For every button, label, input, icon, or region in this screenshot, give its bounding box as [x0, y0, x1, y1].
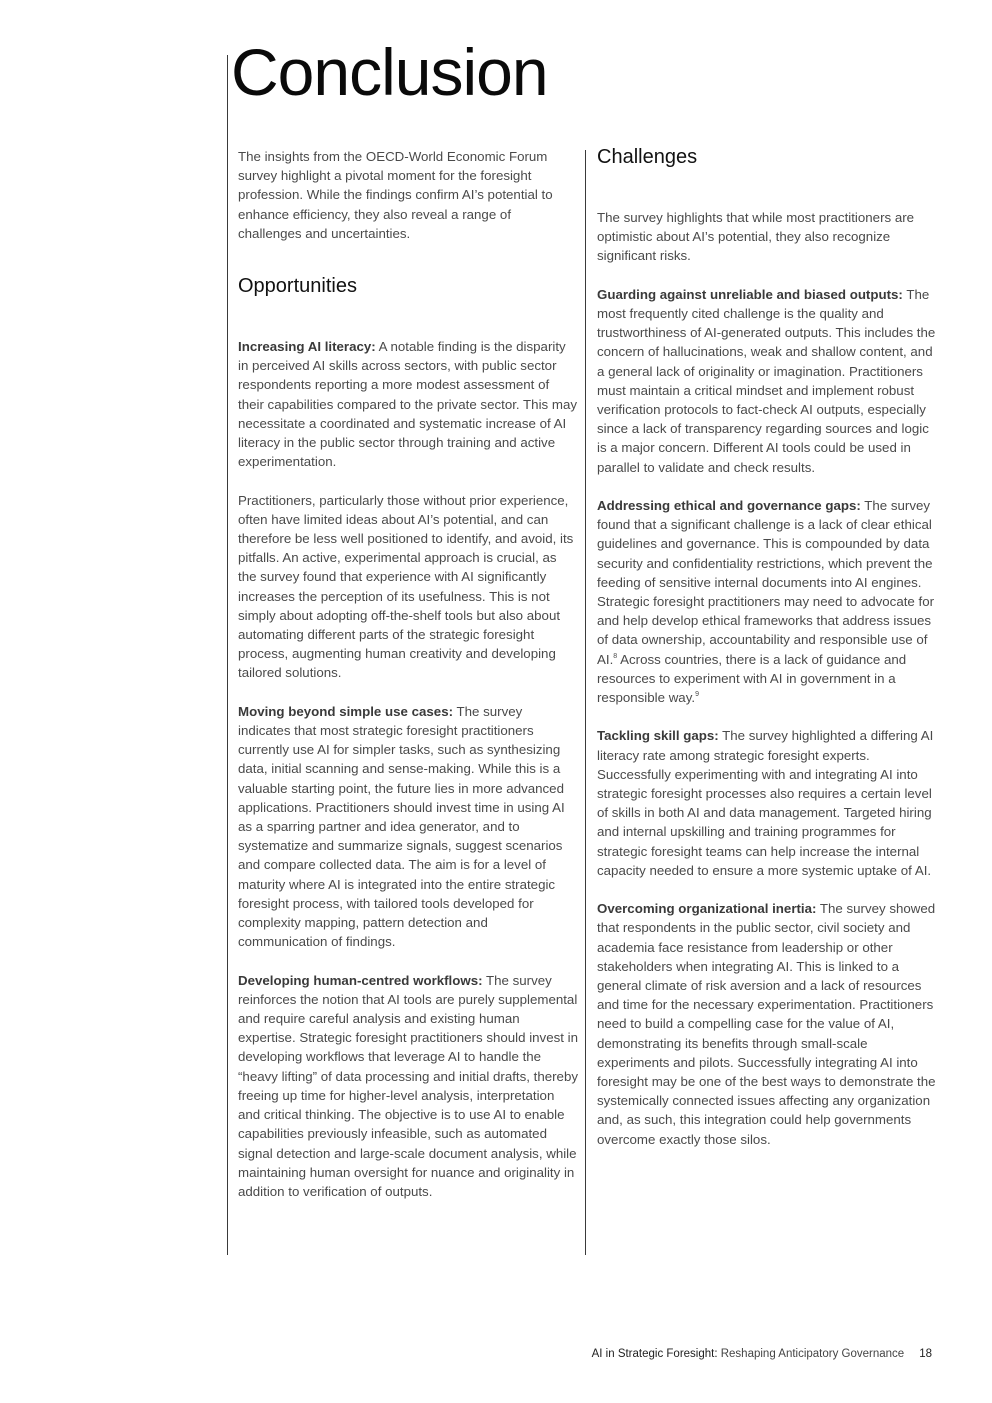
left-column	[238, 147, 578, 1220]
opportunity-paragraph	[238, 971, 578, 1201]
challenge-lead: Addressing ethical and governance gaps:	[597, 498, 861, 514]
opportunity-text: Practitioners, particularly those without prior experience, often have limited ideas about AI’s potential, and can therefore be less well positioned to identify, and avoid, its pitfalls. An active, experimental approach is crucial, as the survey found that experience with AI significantly increases the perception of its usefulness. This is not simply about adopting off-the-shelf tools but also about automating different parts of the strategic foresight process, augmenting human creativity and developing tailored solutions.	[238, 492, 574, 681]
challenge-lead: Tackling skill gaps:	[597, 728, 719, 744]
footnote-ref[interactable]: 8	[613, 652, 618, 660]
challenge-paragraph	[597, 726, 937, 880]
challenge-text: The most frequently cited challenge is the quality and trustworthiness of AI-generated outputs. This includes the concern of hallucinations, weak and shallow content, and a general lack of originality or imagination. Practitioners must maintain a critical mindset and implement robust verification protocols to fact-check AI outputs, especially since a lack of transparency regarding sources and logic is a major concern. Different AI tools could be used in parallel to validate and check results.	[597, 286, 936, 475]
opportunity-lead: Developing human-centred workflows:	[238, 972, 483, 988]
challenge-text: The survey showed that respondents in the public sector, civil society and academia face resistance from leadership or other stakeholders when integrating AI. This is linked to a general climate of risk aversion and a lack of resources and time for the necessary experimentation. Practitioners need to build a compelling case for the value of AI, demonstrating its benefits through small-scale experiments and pilots. Successfully integrating AI into foresight may be one of the best ways to demonstrate the systemically connected issues affecting any organization and, as such, this integration could help governments overcome exactly those silos.	[597, 901, 936, 1147]
column-divider-rule	[585, 150, 586, 1255]
opportunity-paragraph	[238, 702, 578, 952]
challenge-paragraph	[597, 899, 937, 1149]
opportunity-text: The survey indicates that most strategic foresight practitioners currently use AI for simpler tasks, such as synthesizing data, initial scanning and sense-making. While this is a valuable starting point, the future lies in more advanced applications. Practitioners should invest time in using AI as a sparring partner and idea generator, and to systematize and summarize signals, suggest scenarios and compare collected data. The aim is for a level of maturity where AI is integrated into the entire strategic foresight process, with tailored tools developed for complexity mapping, pattern detection and communication of findings.	[238, 703, 565, 950]
challenge-text: The survey highlighted a differing AI literacy rate among strategic foresight experts. Successfully experimenting with and integrating AI into strategic foresight processes also requires a certain level of skills in both AI and data management. Targeted hiring and internal upskilling and training programmes for strategic foresight teams can help increase the internal capacity needed to ensure a more systemic uptake of AI.	[597, 728, 934, 878]
footer-document-subtitle: Reshaping Anticipatory Governance	[717, 1348, 905, 1360]
page-title: Conclusion	[231, 35, 548, 109]
challenges-intro: The survey highlights that while most practitioners are optimistic about AI’s potential, they also recognize significant risks.	[597, 210, 915, 264]
opportunity-paragraph	[238, 337, 578, 471]
challenge-text: Across countries, there is a lack of guidance and resources to experiment with AI in government in a responsible way.	[597, 651, 907, 706]
page-footer	[592, 1346, 932, 1362]
left-vertical-rule	[227, 55, 228, 1255]
challenge-paragraph	[597, 496, 937, 707]
footer-document-title: AI in Strategic Foresight:	[591, 1348, 718, 1360]
challenge-paragraph	[597, 285, 937, 477]
opportunity-paragraph	[238, 491, 578, 683]
opportunity-lead: Moving beyond simple use cases:	[238, 703, 454, 719]
intro-paragraph: The insights from the OECD-World Economic Forum survey highlight a pivotal moment for the foresight profession. While the findings confirm AI’s potential to enhance efficiency, they also reveal a range of challenges and uncertainties.	[238, 149, 553, 241]
challenges-heading: Challenges	[597, 146, 698, 168]
opportunity-lead: Increasing AI literacy:	[238, 339, 376, 355]
right-column	[597, 143, 937, 1168]
opportunity-text: The survey reinforces the notion that AI tools are purely supplemental and require careful analysis and existing human expertise. Strategic foresight practitioners should invest in developing workflows that leverage AI to handle the “heavy lifting” of data processing and initial drafts, thereby freeing up time for higher-level analysis, interpretation and critical thinking. The objective is to use AI to enable capabilities previously infeasible, such as automated signal detection and large-scale document analysis, while maintaining human oversight for nuance and originality in addition to verification of outputs.	[238, 972, 578, 1199]
challenge-lead: Guarding against unreliable and biased outputs:	[597, 286, 903, 302]
opportunity-text: A notable finding is the disparity in perceived AI skills across sectors, with public sector respondents reporting a more modest assessment of their capabilities compared to the private sector. This may necessitate a coordinated and systematic increase of AI literacy in the public sector through training and active experimentation.	[238, 339, 577, 470]
page-number: 18	[919, 1348, 932, 1360]
footnote-ref[interactable]: 9	[695, 691, 699, 699]
challenge-text: The survey found that a significant challenge is a lack of clear ethical guidelines and governance. This is compounded by data security and confidentiality restrictions, which prevent the feeding of sensitive internal documents into AI engines. Strategic foresight practitioners may need to advocate for and help develop ethical frameworks that address issues of data ownership, accountability and responsible use of AI.	[597, 498, 935, 667]
challenge-lead: Overcoming organizational inertia:	[597, 901, 817, 917]
opportunities-heading: Opportunities	[238, 275, 357, 298]
